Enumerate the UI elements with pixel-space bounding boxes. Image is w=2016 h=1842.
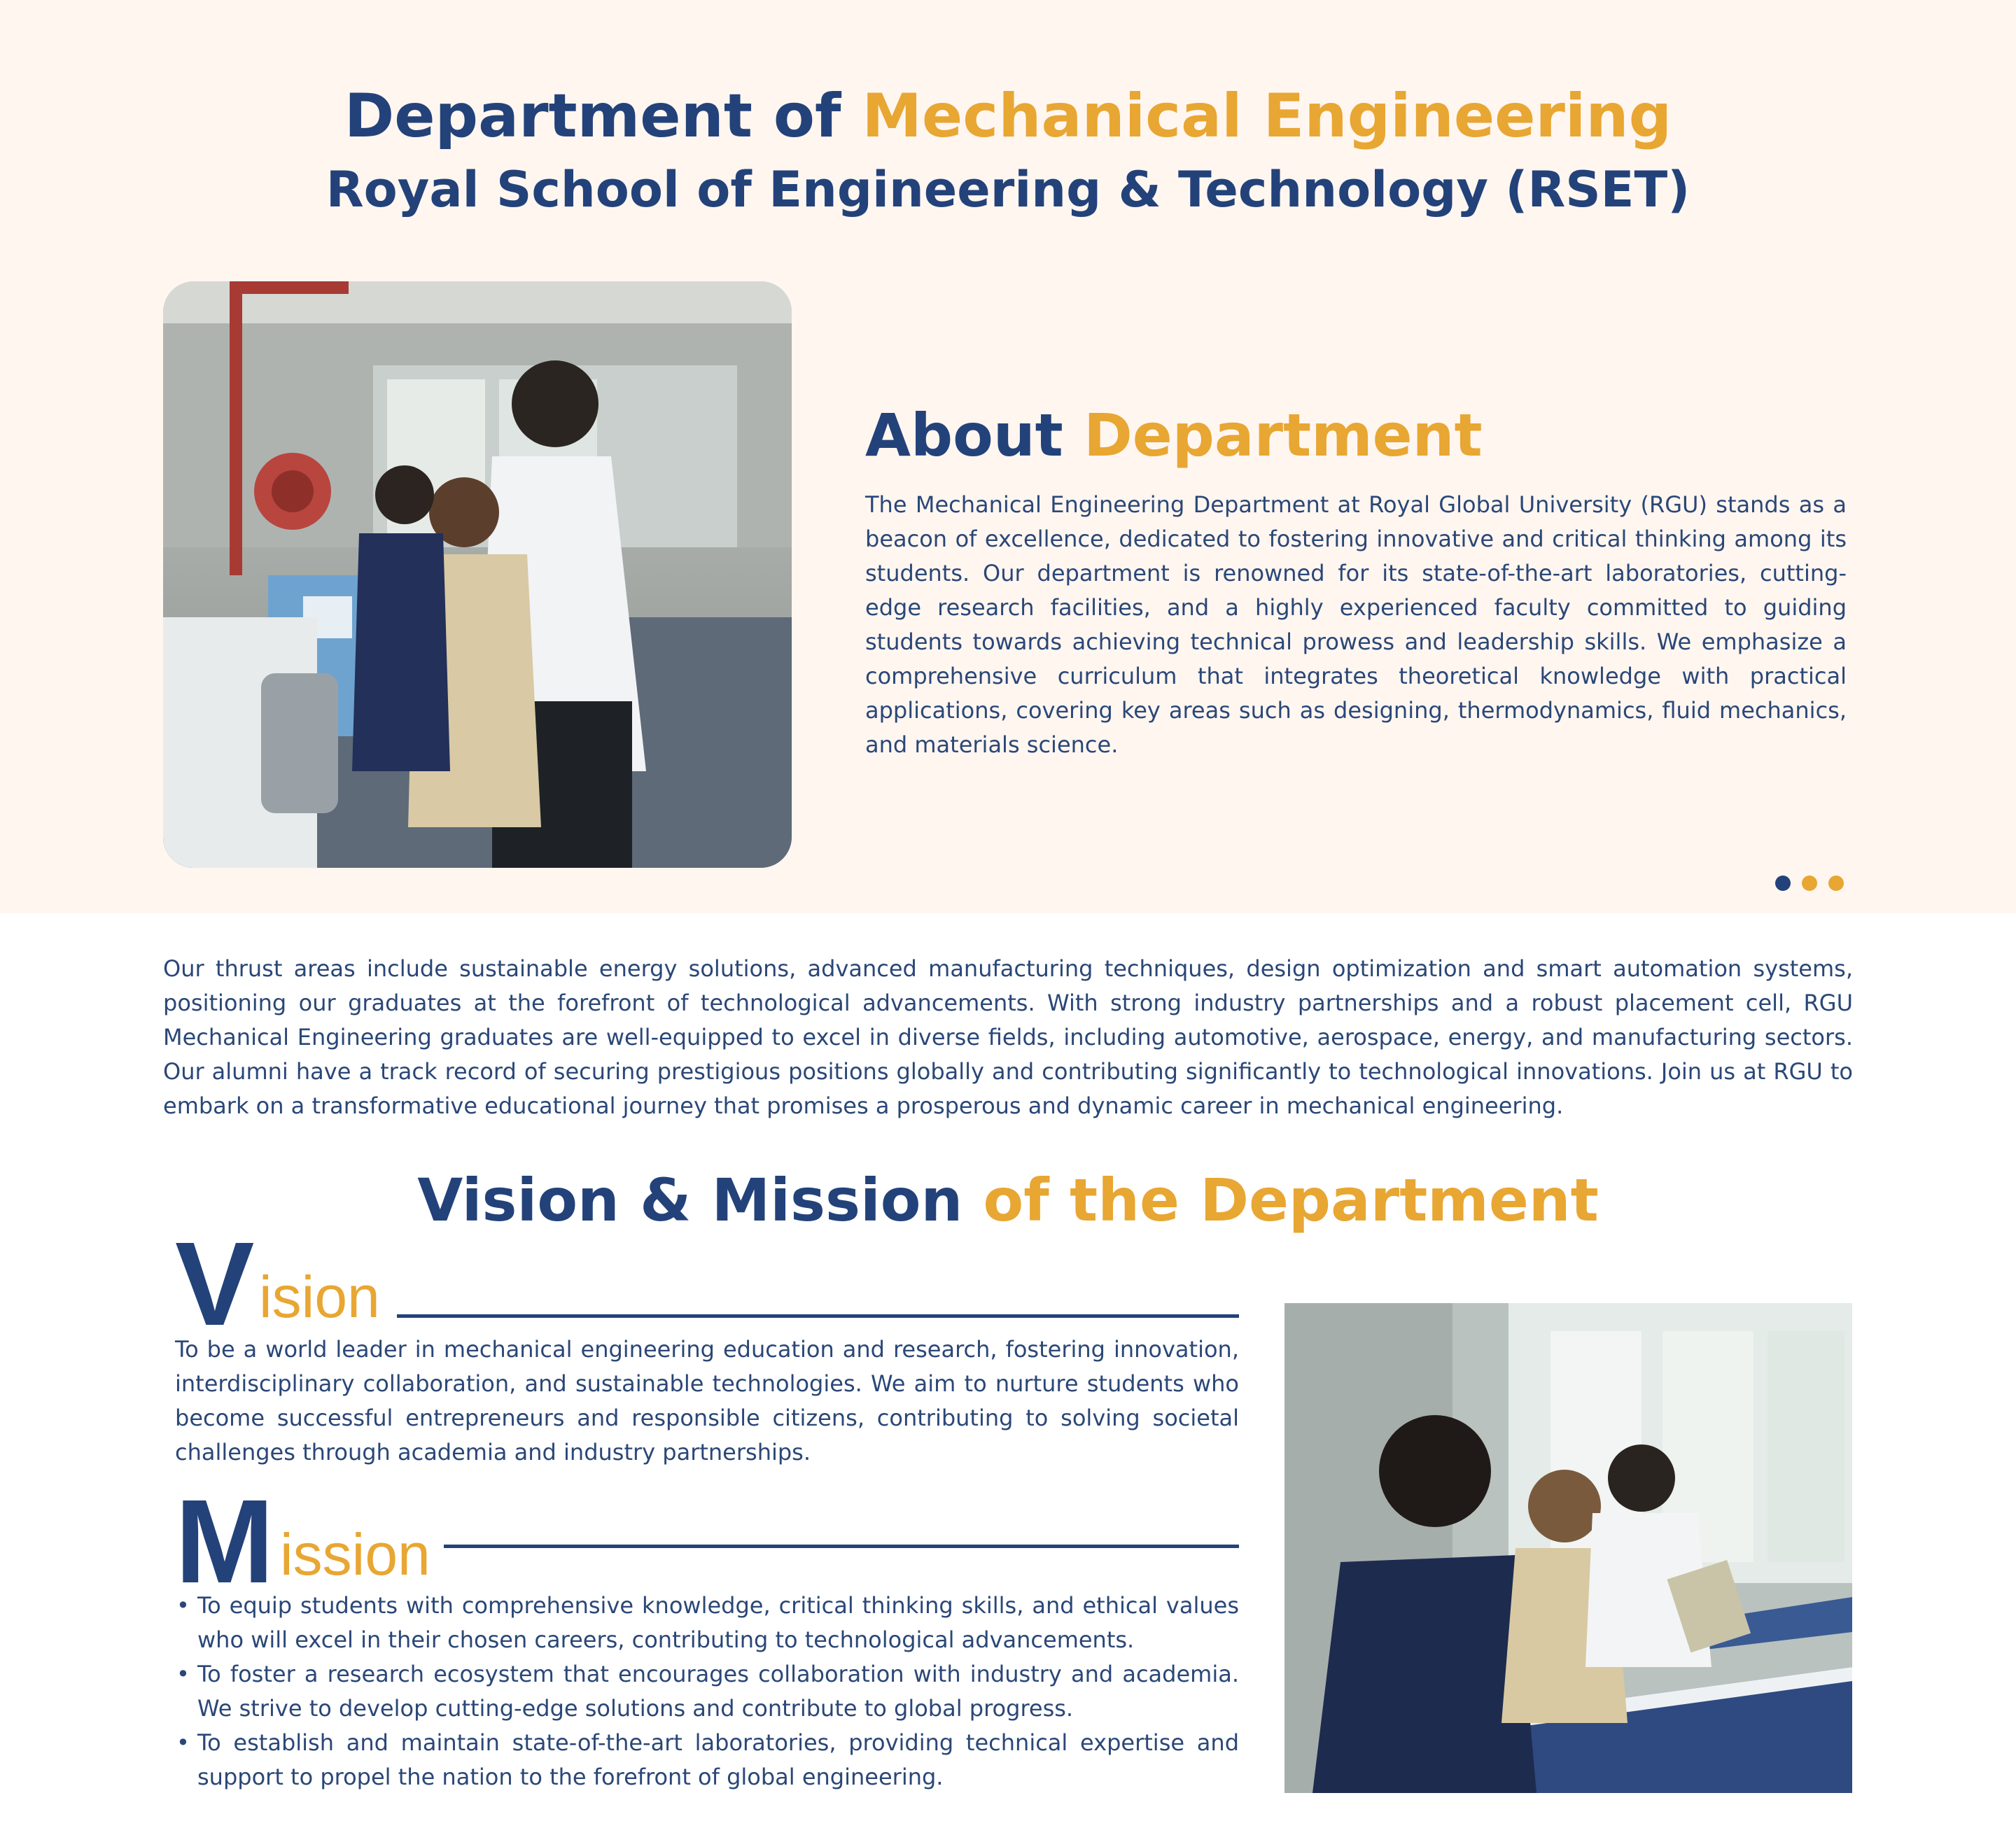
department-title [0,81,2016,151]
mission-item: • To equip students with comprehensive knowledge, critical thinking skills, and ethical values who will excel in their chosen careers, contributing to technological advancements. [175,1589,1239,1657]
carousel-dot-2[interactable] [1802,876,1817,891]
carousel-dot-3[interactable] [1828,876,1844,891]
about-heading [865,400,1483,470]
lab-students-photo-2 [1284,1303,1852,1793]
vision-heading-rest: ision [259,1264,380,1330]
vision-divider [397,1314,1239,1318]
carousel-dot-1[interactable] [1775,876,1791,891]
mission-initial-letter: M [175,1475,274,1608]
vision-paragraph: To be a world leader in mechanical engineering education and research, fostering innovation, interdisciplinary collaboration, and sustainable technologies. We aim to nurture students who become successful entrepreneurs and responsible citizens, contributing to solving societal challenges through academia and industry partnerships. [175,1336,1239,1465]
carousel-dots [1775,876,1844,891]
about-heading-part-1: About [865,401,1063,470]
about-paragraph: The Mechanical Engineering Department at Royal Global University (RGU) stands as a beacon of excellence, dedicated to fostering innovative and critical thinking among its students. Our department is renowned for its state-of-the-art laboratories, cutting-edge research facilities, and a highly experienced faculty committed to guiding students towards achieving technical prowess and leadership skills. We emphasize a comprehensive curriculum that integrates theoretical knowledge with practical applications, covering key areas such as designing, thermodynamics, fluid mechanics, and materials science. [865,491,1847,758]
subtitle-part-2: Engineering & Technology (RSET) [769,161,1690,218]
mission-item: • To foster a research ecosystem that encourages collaboration with industry and academia. We strive to develop cutting-edge solutions and contribute to global progress. [175,1657,1239,1726]
mission-item: • To establish and maintain state-of-the-art laboratories, providing technical expertise and support to propel the nation to the forefront of global engineering. [175,1726,1239,1794]
thrust-areas-paragraph: Our thrust areas include sustainable energy solutions, advanced manufacturing techniques, design optimization and smart automation systems, positioning our graduates at the forefront of technological advancements. With strong industry partnerships and a robust placement cell, RGU Mechanical Engineering graduates are well-equipped to excel in diverse fields, including automotive, aerospace, energy, and manufacturing sectors. Our alumni have a track record of securing prestigious positions globally and contributing significantly to technological innovations. Join us at RGU to embark on a transformative educational journey that promises a prosperous and dynamic career in mechanical engineering. [163,955,1853,1119]
lab-students-photo [163,281,792,868]
vision-initial-letter: V [175,1218,255,1351]
vm-title-part-2: of the Department [983,1166,1599,1235]
school-subtitle [0,158,2016,221]
hero-section [0,0,2016,913]
vision-mission-title [0,1165,2016,1235]
title-part-2: Mechanical Engineering [862,81,1672,151]
vm-title-part-1: Vision & Mission [417,1166,963,1235]
mission-heading-rest: ission [280,1521,430,1587]
mission-list [175,1589,1239,1794]
mission-divider [444,1545,1239,1548]
subtitle-part-1: Royal School of [326,161,752,218]
title-part-1: Department of [344,81,841,151]
about-heading-part-2: Department [1084,401,1483,470]
